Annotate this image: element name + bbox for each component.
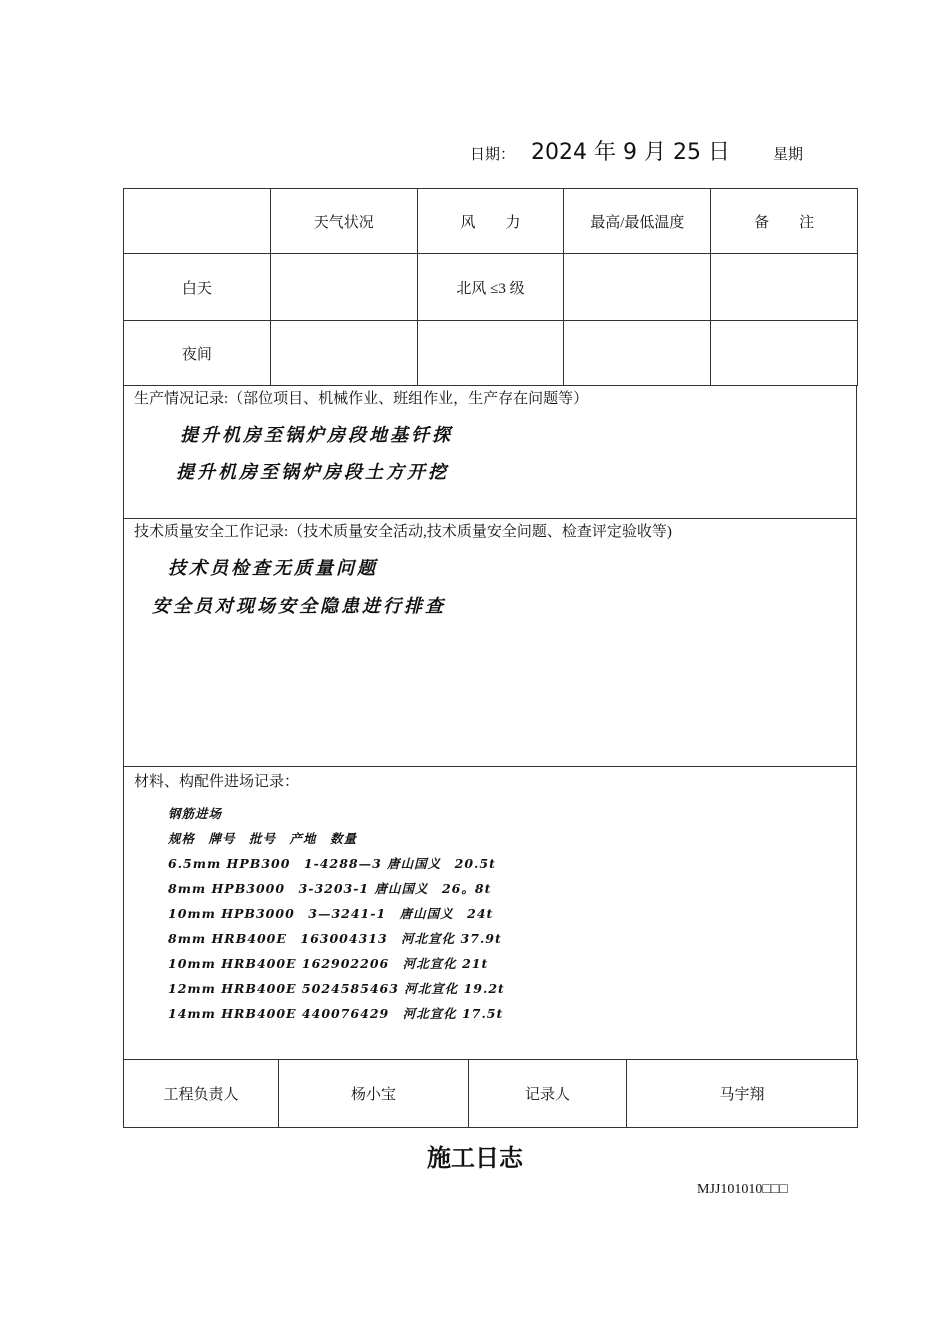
production-line: 提升机房至锅炉房段土方开挖 bbox=[176, 462, 449, 483]
weather-cell bbox=[270, 321, 417, 386]
weather-table bbox=[123, 188, 858, 386]
materials-line: 6.5mm HPB300 1-4288—3 唐山国义 20.5t bbox=[168, 856, 496, 871]
document-code: MJJ101010□□□ bbox=[697, 1182, 788, 1197]
quality-line: 技术员检查无质量问题 bbox=[168, 558, 378, 579]
weather-cell bbox=[564, 321, 711, 386]
weather-header-cell: 备 注 bbox=[711, 189, 858, 254]
signature-table bbox=[123, 1059, 858, 1128]
recorder-label: 记录人 bbox=[469, 1060, 627, 1128]
engineer-name: 杨小宝 bbox=[279, 1060, 469, 1128]
materials-line: 12mm HRB400E 5024585463 河北宣化 19.2t bbox=[168, 981, 505, 996]
weather-header-row bbox=[124, 189, 858, 254]
weather-header-cell: 最高/最低温度 bbox=[564, 189, 711, 254]
weather-row-day bbox=[124, 254, 858, 321]
weather-cell: 北风 ≤3 级 bbox=[417, 254, 564, 321]
weather-cell bbox=[417, 321, 564, 386]
production-line: 提升机房至锅炉房段地基钎探 bbox=[180, 425, 453, 446]
materials-line: 10mm HRB400E 162902206 河北宣化 21t bbox=[168, 956, 489, 971]
document-title: 施工日志 bbox=[427, 1144, 523, 1172]
weather-row-night bbox=[124, 321, 858, 386]
materials-line: 规格 牌号 批号 产地 数量 bbox=[168, 831, 358, 846]
engineer-label: 工程负责人 bbox=[124, 1060, 279, 1128]
weather-header-cell bbox=[124, 189, 271, 254]
signature-row bbox=[124, 1060, 858, 1128]
weather-cell bbox=[711, 254, 858, 321]
weather-cell: 夜间 bbox=[124, 321, 271, 386]
weather-cell bbox=[711, 321, 858, 386]
date-value: 2024 年 9 月 25 日 bbox=[531, 140, 730, 165]
materials-line: 14mm HRB400E 440076429 河北宣化 17.5t bbox=[168, 1006, 504, 1021]
weather-cell bbox=[270, 254, 417, 321]
materials-section bbox=[123, 766, 857, 1060]
quality-line: 安全员对现场安全隐患进行排查 bbox=[152, 596, 446, 617]
quality-title: 技术质量安全工作记录:（技术质量安全活动,技术质量安全问题、检查评定验收等) bbox=[134, 524, 672, 540]
weather-cell: 白天 bbox=[124, 254, 271, 321]
production-section bbox=[123, 385, 857, 519]
production-title: 生产情况记录:（部位项目、机械作业、班组作业，生产存在问题等） bbox=[134, 391, 589, 407]
materials-title: 材料、构配件进场记录： bbox=[134, 774, 300, 790]
materials-line: 8mm HRB400E 163004313 河北宣化 37.9t bbox=[168, 931, 502, 946]
weather-cell bbox=[564, 254, 711, 321]
date-line bbox=[470, 134, 830, 168]
materials-line: 钢筋进场 bbox=[168, 806, 223, 821]
quality-section bbox=[123, 518, 857, 767]
weekday-label: 星期 bbox=[773, 147, 804, 163]
weather-header-cell: 天气状况 bbox=[270, 189, 417, 254]
date-label: 日期： bbox=[470, 147, 516, 163]
materials-line: 10mm HPB3000 3—3241-1 唐山国义 24t bbox=[168, 906, 494, 921]
recorder-name: 马宇翔 bbox=[627, 1060, 858, 1128]
weather-header-cell: 风 力 bbox=[417, 189, 564, 254]
materials-line: 8mm HPB3000 3-3203-1 唐山国义 26。8t bbox=[168, 881, 492, 896]
